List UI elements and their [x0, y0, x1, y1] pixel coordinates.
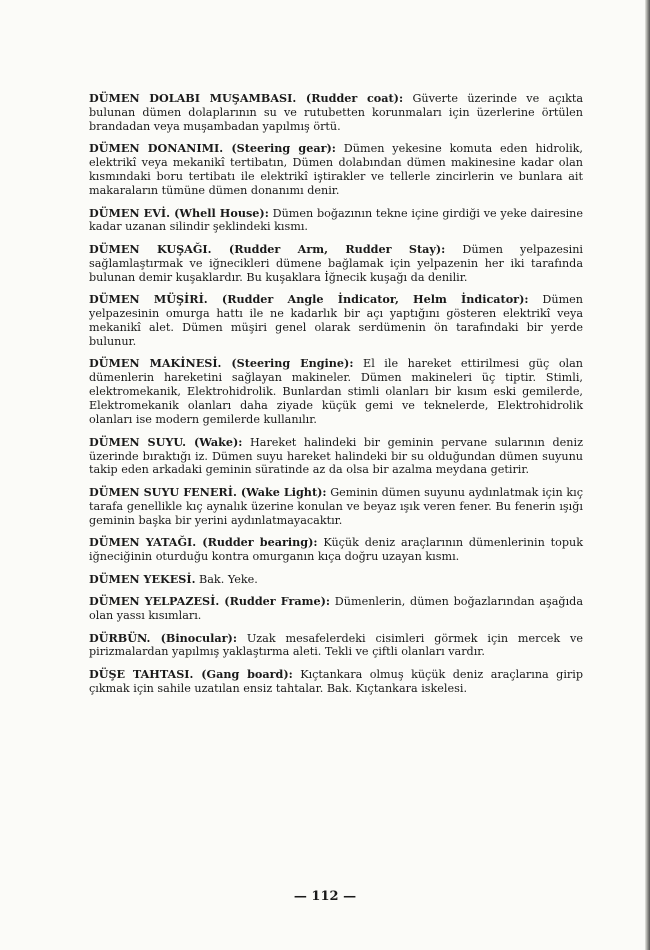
dictionary-entry: [89, 92, 583, 134]
page-edge: [645, 0, 650, 950]
entry-definition: Geminin dümen suyunu aydınlatmak için kıç tarafa genellikle kıç aynalık üzerine konulan ve beyaz ışık veren fener. Bu fenerin ışığı geminin başka bir yerini aydınlatmayacaktır.: [89, 485, 584, 527]
dictionary-entry: [89, 595, 583, 623]
dictionary-entry: [89, 436, 583, 478]
dictionary-entry: [89, 632, 583, 660]
entry-term: DÜMEN MÜŞİRİ. (Rudder Angle İndicator, Helm İndicator):: [89, 292, 529, 307]
entry-definition: Dümen yekesine komuta eden hidrolik, elektrikî veya mekanikî tertibatın, Dümen dolabından dümen makinesine kadar olan kısmındaki boru tertibatı ile elektrikî iştirakler ve tellerle zincirlerin ve bunlara ait makaraların tümüne dümen donanımı denir.: [89, 142, 583, 198]
entry-term: DÜŞE TAHTASI. (Gang board):: [89, 666, 293, 681]
entry-term: DÜMEN SUYU. (Wake):: [89, 434, 243, 449]
entry-term: DÜMEN SUYU FENERİ. (Wake Light):: [89, 484, 327, 499]
entry-term: DÜMEN DONANIMI. (Steering gear):: [89, 141, 336, 156]
dictionary-entry: [89, 573, 583, 587]
entry-term: DÜMEN MAKİNESİ. (Steering Engine):: [89, 356, 354, 371]
entry-definition: Dümenlerin, dümen boğazlarından aşağıda olan yassı kısımları.: [89, 595, 584, 623]
dictionary-entry: [89, 293, 583, 349]
entry-definition: Dümen yelpazesinin omurga hattı ile ne kadarlık bir açı yaptığını gösteren elektrikî veya mekanikî alet. Dümen müşiri genel olarak serdümenin ön tarafındaki bir yerde bulunur.: [89, 293, 583, 348]
entry-definition: El ile hareket ettirilmesi güç olan dümenlerin hareketini sağlayan makineler. Dümen makineleri üç tiptir. Stimli, elektromekanik, Elektrohidrolik. Bunlardan stimli olanları bir kısım eski gemilerde, Elektromekanik olanları daha ziyade küçük gemi ve teknelerde, Elektrohidrolik olanları ise modern gemilerde kullanılır.: [89, 357, 584, 427]
entry-term: DÜMEN YATAĞI. (Rudder bearing):: [89, 535, 318, 550]
entry-term: DÜMEN YELPAZESİ. (Rudder Frame):: [89, 594, 331, 609]
entry-term: DÜMEN EVİ. (Whell House):: [89, 205, 269, 220]
dictionary-entry: [89, 486, 583, 528]
entry-term: DÜMEN DOLABI MUŞAMBASI. (Rudder coat):: [89, 91, 404, 105]
entry-term: DÜMEN YEKESİ.: [89, 571, 196, 586]
entry-definition: Kıçtankara olmuş küçük deniz araçlarına girip çıkmak için sahile uzatılan ensiz tahtalar. Bak. Kıçtankara iskelesi.: [89, 667, 583, 695]
dictionary-entry: [89, 243, 583, 285]
dictionary-entry: [89, 142, 583, 198]
entry-definition: Uzak mesafelerdeki cisimleri görmek için mercek ve pirizmalardan yapılmış yaklaştırma aleti. Tekli ve çiftli olanları vardır.: [89, 631, 583, 659]
entry-definition: Küçük deniz araçlarının dümenlerinin topuk iğneciğinin oturduğu kontra omurganın kıça doğru uzayan kısmı.: [89, 536, 583, 564]
entry-definition: Hareket halindeki bir geminin pervane sularının deniz üzerinde bıraktığı iz. Dümen suyu hareket halindeki bir su olduğundan dümen suyunu takip eden arkadaki geminin süratinde az da olsa bir azalma meydana getirir.: [89, 435, 583, 477]
entry-definition: Bak. Yeke.: [199, 572, 258, 586]
dictionary-entry: [89, 207, 583, 235]
dictionary-entry: [89, 668, 583, 696]
entry-definition: Güverte üzerinde ve açıkta bulunan dümen dolaplarının su ve rutubetten korunmaları için üzerlerine örtülen brandadan veya muşambadan yapılmış örtü.: [89, 92, 584, 133]
entry-definition: Dümen yelpazesini sağlamlaştırmak ve iğnecikleri dümene bağlamak için yelpazenin her iki tarafında bulunan demir kuşaklardır. Bu kuşaklara İğnecik kuşağı da denilir.: [89, 242, 583, 284]
entry-term: DÜMEN KUŞAĞI. (Rudder Arm, Rudder Stay):: [89, 241, 446, 256]
dictionary-entry: [89, 357, 583, 427]
dictionary-body: [89, 92, 583, 704]
page-number: — 112 —: [293, 889, 357, 904]
dictionary-entry: [89, 536, 583, 564]
entry-definition: Dümen boğazının tekne içine girdiği ve yeke dairesine kadar uzanan silindir şeklindeki kısmı.: [89, 206, 583, 234]
entry-term: DÜRBÜN. (Binocular):: [89, 630, 237, 645]
